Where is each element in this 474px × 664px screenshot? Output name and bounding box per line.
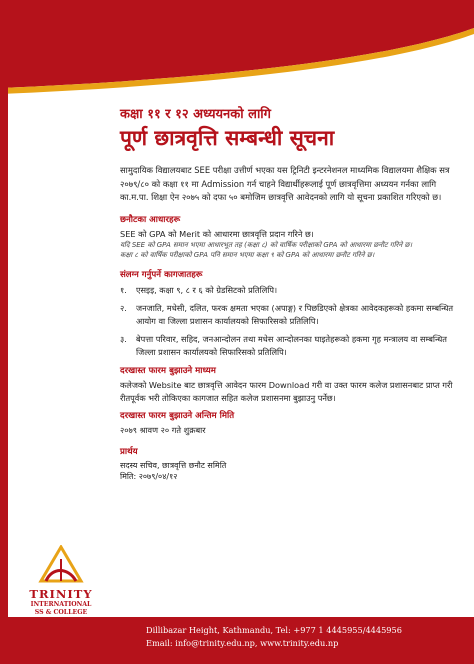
footer-email-web: Email: info@trinity.edu.np, www.trinity.edu.np (146, 638, 339, 648)
document-text: जनजाति, मधेसी, दलित, फरक क्षमता भएका (अपाङ्ग) र पिछडिएको क्षेत्रका आवेदकहरूको हकमा सम्बन्धित आयोग वा जिल्ला प्रशासन कार्यालयको सिफारिसको प्रतिलिपि। (136, 303, 454, 326)
document-number: २. (120, 303, 127, 313)
footer-contact (146, 624, 402, 650)
logo-name: TRINITY (29, 587, 93, 601)
document-item (120, 284, 454, 297)
document-number: १. (120, 284, 127, 295)
document-text: बेपत्ता परिवार, सहिद, जनआन्दोलन तथा मधेस आन्दोलनका घाइतेहरूको हकमा गृह मन्त्रालय वा सम्बन्धित जिल्ला प्रशासन कार्यालयको सिफारिसको प्रतिलिपि। (136, 334, 447, 357)
header-band-graphic (0, 0, 474, 95)
documents-list (120, 284, 454, 359)
selection-heading: छनौटका आधारहरू (120, 214, 181, 225)
deadline-date: २०७९ श्रावण २० गते शुक्रबार (120, 425, 206, 435)
notice-subtitle: कक्षा ११ र १२ अध्ययनको लागि (120, 107, 271, 122)
logo-emblem (38, 545, 84, 585)
document-text: एसइइ, कक्षा ९, ८ र ६ को ग्रेडसिटको प्रतिलिपि। (136, 284, 278, 295)
signatory-heading: प्रार्थय (120, 446, 138, 457)
selection-note-2: कक्षा ८ को वार्षिक परीक्षाको GPA पनि समान भएमा कक्षा ९ को GPA को आधारमा छनौट गरिने छ। (120, 250, 375, 259)
notice-content (120, 104, 454, 483)
header-band (0, 0, 474, 95)
footer-address: Dillibazar Height, Kathmandu, Tel: +977 1 4445955/4445956 (146, 625, 402, 635)
logo-line-1: INTERNATIONAL (30, 601, 92, 608)
intro-paragraph: सामुदायिक विद्यालयबाट SEE परीक्षा उत्तीर्ण भएका यस ट्रिनिटी इन्टरनेशनल माध्यमिक विद्यालयमा शैक्षिक सत्र २०७९/८० को कक्षा ११ मा Admission गर्न चाहने विद्यार्थीहरूलाई पूर्ण छात्रवृत्तिमा अध्ययन गर्नका लागि का.म.पा. शिक्षा ऐन २०७५ को दफा ५० बमोजिम छात्रवृत्ति आवेदनको लागि यो सूचना प्रकाशित गरिएको छ। (120, 165, 450, 202)
selection-line: SEE को GPA को Merit को आधारमा छात्रवृत्ति प्रदान गरिने छ। (120, 228, 314, 239)
selection-note-1: यदि SEE को GPA समान भएमा आधारभूत तह (कक्षा ८) को वार्षिक परीक्षाको GPA को आधारमा छनौट गरिने छ। (120, 240, 413, 249)
document-number: ३. (120, 334, 127, 344)
document-item (120, 333, 454, 358)
signatory-role: सदस्य सचिव, छात्रवृत्ति छनौट समिति (120, 460, 227, 470)
side-band (0, 0, 8, 664)
submission-text: कलेजको Website बाट छात्रवृत्ति आवेदन फारम Download गरी वा उक्त फारम कलेज प्रशासनबाट प्राप्त गरी रीतपूर्वक भरी तोकिएका कागजात सहित कलेज प्रशासनमा बुझाउनु पर्नेछ। (120, 380, 453, 403)
logo-line-2: SS & COLLEGE (34, 609, 88, 616)
documents-heading: संलग्न गर्नुपर्ने कागजातहरू (120, 269, 203, 280)
college-logo (20, 545, 102, 617)
notice-title: पूर्ण छात्रवृत्ति सम्बन्धी सूचना (120, 126, 335, 150)
deadline-heading: दरखास्त फारम बुझाउने अन्तिम मिति (120, 411, 235, 421)
submission-heading: दरखास्त फारम बुझाउने माध्यम (120, 366, 216, 376)
signatory-date: मिति: २०७९/०४/१२ (120, 472, 178, 481)
document-item (120, 302, 454, 327)
